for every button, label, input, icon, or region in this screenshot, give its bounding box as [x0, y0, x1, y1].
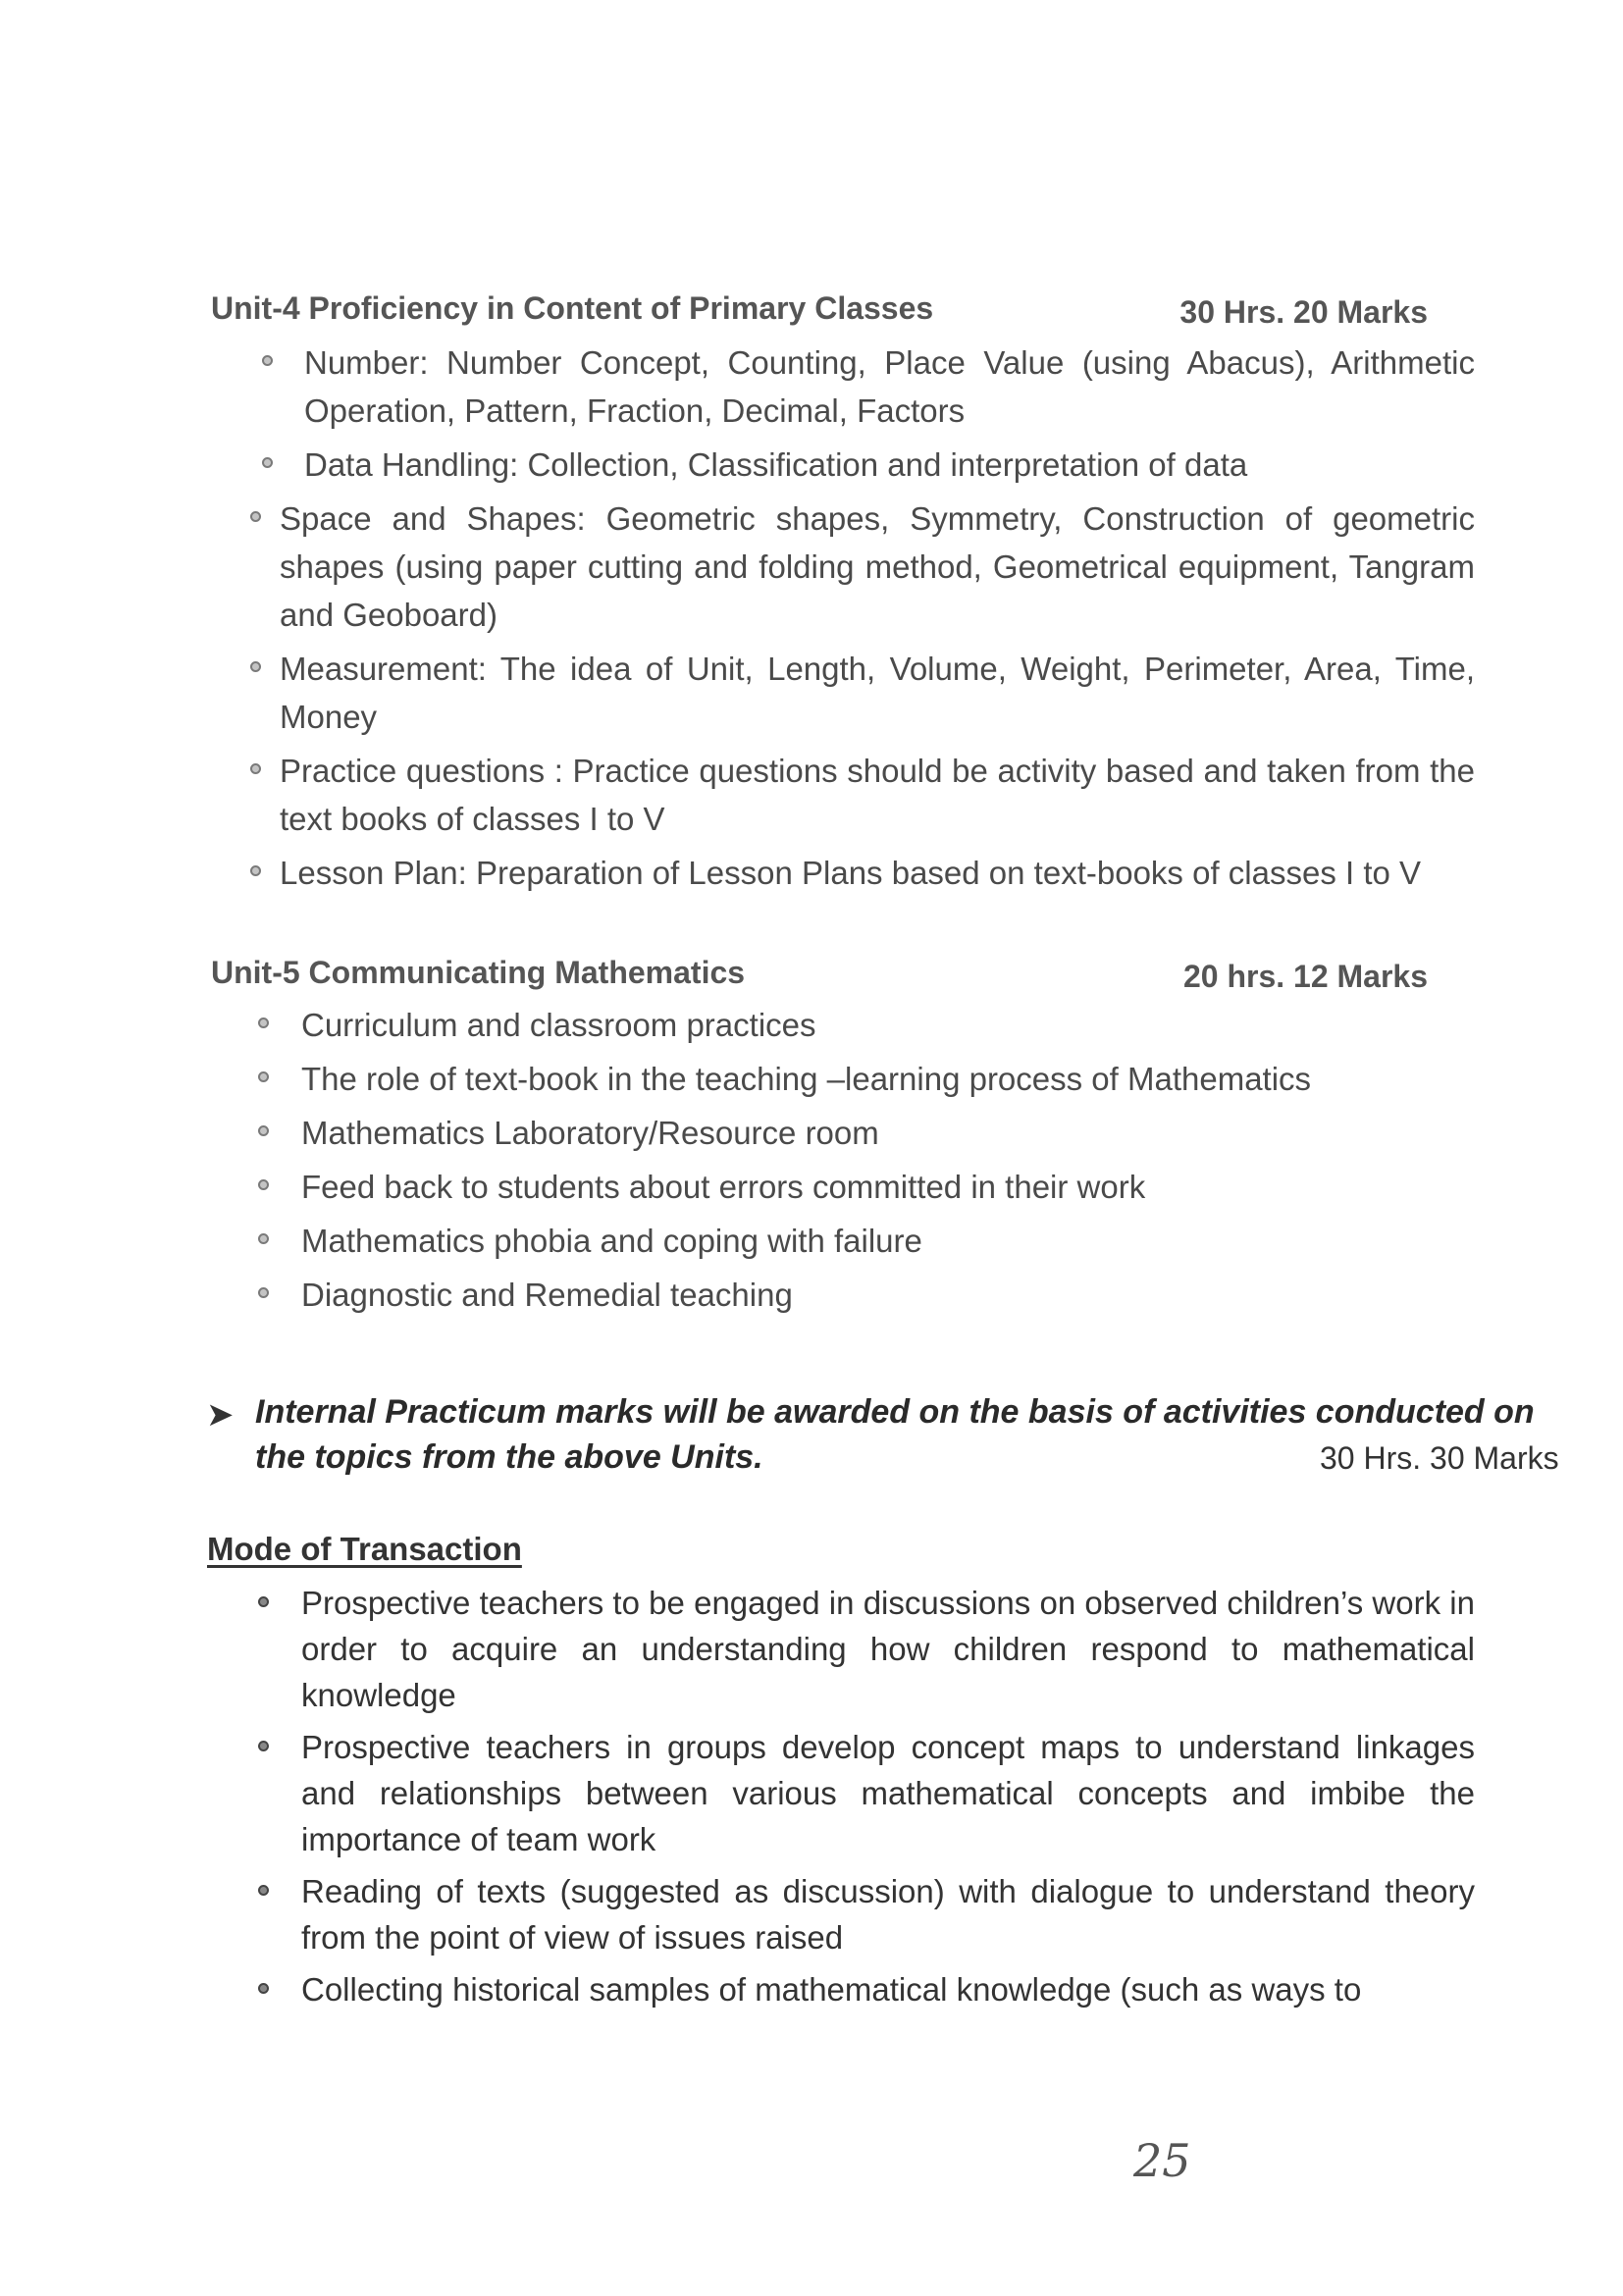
list-item [250, 1217, 1475, 1265]
list-item [250, 1580, 1475, 1718]
unit-5-topic-list [250, 1001, 1475, 1319]
list-item [250, 1055, 1475, 1103]
arrow-bullet-icon: ➤ [206, 1396, 235, 1434]
mode-of-transaction-list [250, 1580, 1475, 2012]
list-item [250, 1868, 1475, 1960]
unit-5-title: Unit-5 Communicating Mathematics [211, 955, 746, 990]
list-item-text: Reading of texts (suggested as discussion) with dialogue to understand theory from the point of view of issues raised [301, 1873, 1475, 1956]
unit-5-hours-marks: 20 hrs. 12 Marks [1182, 959, 1428, 994]
list-item-text: Data Handling: Collection, Classification and interpretation of data [304, 446, 1248, 483]
bullet-icon [258, 1741, 269, 1751]
list-item [250, 1271, 1475, 1319]
list-item [250, 495, 1475, 639]
list-item [250, 1966, 1475, 2012]
list-item [250, 1001, 1475, 1049]
list-item-text: Prospective teachers in groups develop concept maps to understand linkages and relationships between various mathematical concepts and imbibe the importance of team work [301, 1729, 1475, 1857]
list-item [250, 1724, 1475, 1862]
bullet-icon [250, 763, 261, 774]
bullet-icon [258, 1983, 269, 1994]
mode-of-transaction-title: Mode of Transaction [207, 1531, 522, 1567]
bullet-icon [258, 1018, 269, 1028]
unit-4-title: Unit-4 Proficiency in Content of Primary Classes [211, 290, 934, 326]
list-item [250, 339, 1475, 435]
list-item-text: Lesson Plan: Preparation of Lesson Plans based on text-books of classes I to V [280, 855, 1422, 891]
bullet-icon [250, 661, 261, 672]
practicum-line-2: the topics from the above Units. [255, 1438, 763, 1476]
bullet-icon [258, 1179, 269, 1190]
list-item [250, 1163, 1475, 1211]
list-item [250, 645, 1475, 741]
list-item-text: Curriculum and classroom practices [301, 1007, 816, 1043]
practicum-hours-marks: 30 Hrs. 30 Marks [1320, 1440, 1559, 1476]
practicum-line-1: Internal Practicum marks will be awarded on the basis of activities conducted on [255, 1393, 1535, 1431]
page-number: 25 [1133, 2134, 1191, 2187]
bullet-icon [250, 511, 261, 522]
unit-5-heading [211, 955, 1428, 998]
bullet-icon [258, 1287, 269, 1298]
list-item-text: Practice questions : Practice questions should be activity based and taken from the text books of classes I to V [280, 753, 1475, 837]
bullet-icon [258, 1071, 269, 1082]
bullet-icon [258, 1596, 269, 1607]
bullet-icon [262, 457, 273, 468]
list-item-text: Feed back to students about errors committed in their work [301, 1169, 1146, 1205]
list-item-text: Mathematics Laboratory/Resource room [301, 1115, 879, 1151]
list-item-text: Number: Number Concept, Counting, Place Value (using Abacus), Arithmetic Operation, Pattern, Fraction, Decimal, Factors [304, 344, 1475, 429]
unit-4-heading [211, 290, 1428, 334]
unit-4-hours-marks: 30 Hrs. 20 Marks [1179, 294, 1428, 330]
list-item-text: Measurement: The idea of Unit, Length, Volume, Weight, Perimeter, Area, Time, Money [280, 651, 1475, 735]
bullet-icon [258, 1233, 269, 1244]
bullet-icon [262, 355, 273, 366]
bullet-icon [250, 865, 261, 876]
list-item [250, 441, 1475, 489]
list-item-text: Mathematics phobia and coping with failure [301, 1223, 922, 1259]
unit-4-topic-list [250, 339, 1475, 897]
bullet-icon [258, 1885, 269, 1896]
list-item-text: Diagnostic and Remedial teaching [301, 1277, 793, 1313]
list-item [250, 747, 1475, 843]
list-item [250, 1109, 1475, 1157]
list-item-text: Collecting historical samples of mathematical knowledge (such as ways to [301, 1971, 1362, 2008]
list-item-text: Space and Shapes: Geometric shapes, Symmetry, Construction of geometric shapes (using paper cutting and folding method, Geometrical equipment, Tangram and Geoboard) [280, 500, 1475, 633]
list-item-text: The role of text-book in the teaching –learning process of Mathematics [301, 1061, 1312, 1097]
bullet-icon [258, 1125, 269, 1136]
list-item-text: Prospective teachers to be engaged in discussions on observed children’s work in order to acquire an understanding how children respond to mathematical knowledge [301, 1585, 1475, 1713]
list-item [250, 849, 1475, 897]
